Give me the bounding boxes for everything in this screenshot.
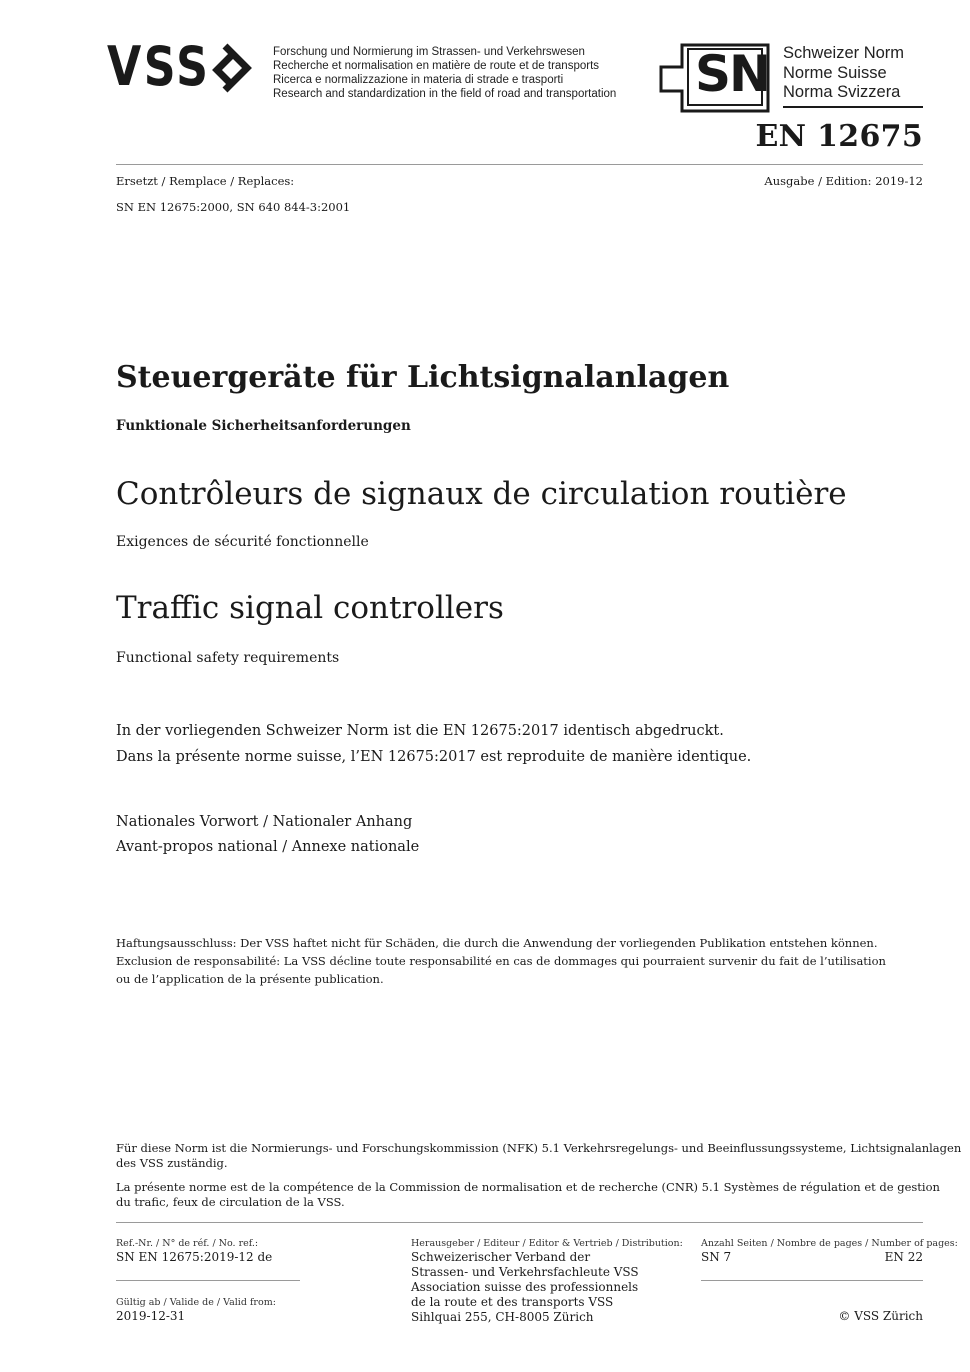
publisher-line: de la route et des transports VSS [411, 1295, 614, 1309]
identity-statement-fr: Dans la présente norme suisse, l’EN 12675:2017 est reproduite de manière identique. [116, 749, 752, 765]
vss-logo [107, 35, 267, 100]
footer-valid-value: 2019-12-31 [116, 1309, 186, 1323]
publisher-line: Schweizerischer Verband der [411, 1250, 591, 1264]
title-fr: Contrôleurs de signaux de circulation routière [116, 476, 847, 512]
subtitle-en: Functional safety requirements [116, 650, 340, 666]
sn-line: Schweizer Norm [783, 44, 905, 62]
footer-valid-label: Gültig ab / Valide de / Valid from: [116, 1297, 276, 1308]
responsibility-line: des VSS zuständig. [116, 1156, 228, 1170]
responsibility-fr [116, 1180, 940, 1210]
vss-logo-text: VSS [107, 35, 211, 98]
footer-divider [116, 1222, 923, 1223]
footer-copyright: © VSS Zürich [838, 1309, 923, 1323]
sn-underline [783, 106, 923, 108]
responsibility-de [116, 1141, 962, 1171]
vss-chevron-icon [203, 40, 263, 100]
publisher-line: Association suisse des professionnels [411, 1280, 639, 1294]
national-foreword-de: Nationales Vorwort / Nationaler Anhang [116, 814, 413, 830]
subtitle-de: Funktionale Sicherheitsanforderungen [116, 418, 411, 434]
national-foreword-fr: Avant-propos national / Annexe nationale [116, 839, 420, 855]
responsibility-line: du trafic, feux de circulation de la VSS. [116, 1195, 345, 1209]
footer-publisher-label: Herausgeber / Editeur / Editor & Vertrieb / Distribution: [411, 1238, 683, 1249]
replaces-value: SN EN 12675:2000, SN 640 844-3:2001 [116, 200, 351, 214]
footer-pages-label: Anzahl Seiten / Nombre de pages / Number of pages: [701, 1238, 958, 1249]
standard-number: EN 12675 [755, 119, 923, 154]
publisher-line: Strassen- und Verkehrsfachleute VSS [411, 1265, 639, 1279]
title-de: Steuergeräte für Lichtsignalanlagen [116, 360, 730, 395]
footer-ref-divider [116, 1280, 300, 1281]
vss-tagline [273, 45, 616, 101]
disclaimer-de: Haftungsausschluss: Der VSS haftet nicht für Schäden, die durch die Anwendung der vorliegenden Publikation entstehen können. [116, 936, 878, 950]
disclaimer-fr: Exclusion de responsabilité: La VSS décline toute responsabilité en cas de dommages qui pourraient survenir du fait de l’utilisation [116, 954, 886, 968]
footer-pages-divider [701, 1280, 923, 1281]
sn-line: Norme Suisse [783, 63, 887, 82]
vss-tagline-line: Research and standardization in the field of road and transportation [273, 88, 617, 100]
sn-logo-text: SN [695, 45, 769, 103]
footer-publisher [411, 1250, 639, 1325]
sn-line: Norma Svizzera [783, 83, 901, 101]
subtitle-fr: Exigences de sécurité fonctionnelle [116, 534, 369, 550]
title-en: Traffic signal controllers [116, 590, 504, 626]
footer-ref-label: Ref.-Nr. / N° de réf. / No. ref.: [116, 1238, 259, 1249]
vss-tagline-line: Forschung und Normierung im Strassen- und Verkehrswesen [273, 46, 585, 58]
header-divider [116, 164, 923, 165]
edition: Ausgabe / Edition: 2019-12 [764, 174, 923, 188]
footer-pages-sn: SN 7 [701, 1250, 732, 1264]
vss-tagline-line: Recherche et normalisation en matière de route et de transports [273, 60, 600, 72]
replaces-label: Ersetzt / Remplace / Replaces: [116, 174, 295, 188]
sn-norm-lines [783, 44, 904, 103]
identity-statement-de: In der vorliegenden Schweizer Norm ist die EN 12675:2017 identisch abgedruckt. [116, 723, 724, 739]
disclaimer-fr: ou de l’application de la présente publication. [116, 972, 384, 986]
footer-ref-value: SN EN 12675:2019-12 de [116, 1250, 273, 1264]
vss-tagline-line: Ricerca e normalizzazione in materia di strade e trasporti [273, 74, 564, 86]
disclaimer [116, 934, 886, 988]
publisher-line: Sihlquai 255, CH-8005 Zürich [411, 1310, 594, 1324]
responsibility-line: Für diese Norm ist die Normierungs- und Forschungskommission (NFK) 5.1 Verkehrsregelungs- und Beeinflussungssysteme, Lichtsignalanlagen [116, 1141, 962, 1155]
responsibility-line: La présente norme est de la compétence de la Commission de normalisation et de recherche (CNR) 5.1 Systèmes de régulation et de gestion [116, 1180, 940, 1194]
footer-pages-en: EN 22 [884, 1250, 923, 1264]
